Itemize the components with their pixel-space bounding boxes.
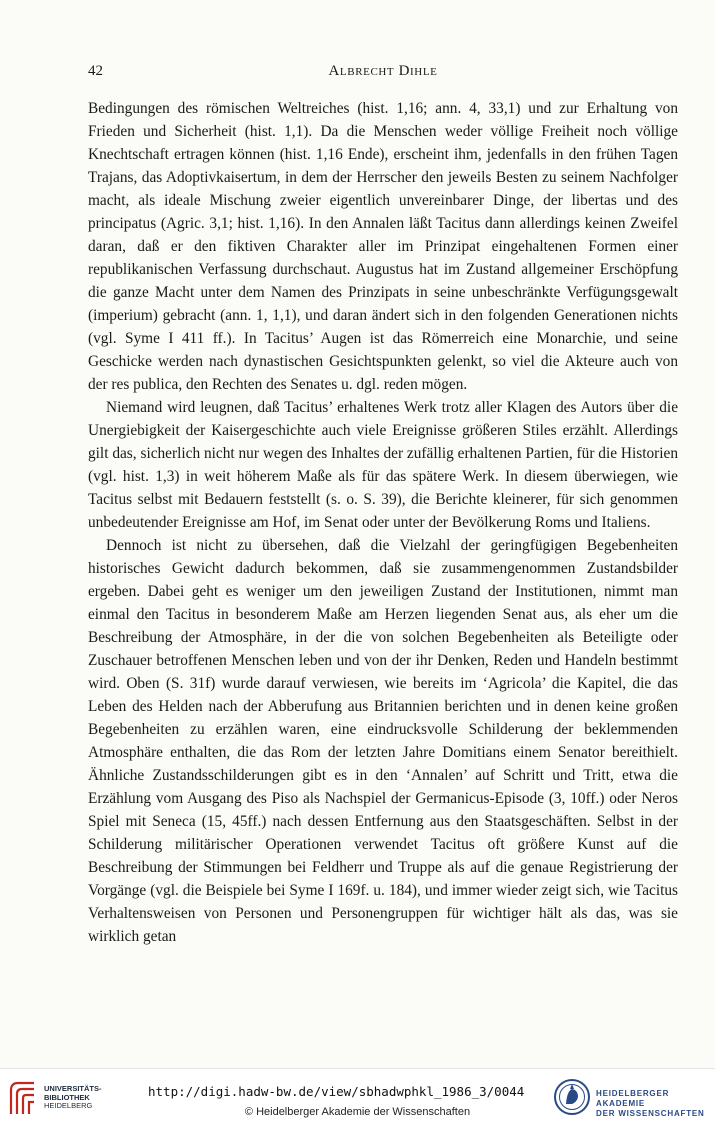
paragraph-2: Niemand wird leugnen, daß Tacitus’ erhaltenes Werk trotz aller Klagen des Autors über die Unergiebigkeit der Kaisergeschichte auch viele Ereignisse größeren Stiles erzählt. Allerdings gilt das, sicherlich nicht nur wegen des Inhaltes der zufällig erhaltenen Partien, für die Historien (vgl. hist. 1,3) in weit höherem Maße als für das spätere Werk. In diesem überwiegen, wie Tacitus selbst mit Bedauern feststellt (s. o. S. 39), die Berichte kleinerer, für sich genommen unbedeutender Ereignisse am Hof, im Senat oder unter der Bevölkerung Roms und Italiens. <box>88 399 678 531</box>
page-header <box>88 63 678 85</box>
library-name-line1: UNIVERSITÄTS- <box>44 1084 102 1093</box>
running-head: Albrecht Dihle <box>328 63 438 79</box>
digitization-footer <box>0 1068 715 1124</box>
copyright-notice: © Heidelberger Akademie der Wissenschaften <box>244 1106 471 1118</box>
academy-name-line2: DER WISSENSCHAFTEN <box>596 1109 705 1118</box>
library-name-line2: BIBLIOTHEK <box>44 1092 90 1102</box>
permalink-url[interactable]: http://digi.hadw-bw.de/view/sbhadwphkl_1986_3/0044 <box>148 1084 525 1099</box>
academy-name <box>596 1089 715 1119</box>
body-text <box>88 97 678 948</box>
academy-seal-icon[interactable] <box>553 1077 591 1117</box>
page-number: 42 <box>88 63 103 79</box>
library-name-line3: HEIDELBERG <box>44 1101 93 1110</box>
paragraph-3: Dennoch ist nicht zu übersehen, daß die Vielzahl der geringfügigen Begebenheiten historisches Gewicht dadurch bekommen, daß sie zusammengenommen Zustandsbilder ergeben. Dabei geht es weniger um den jeweiligen Zustand der Institutionen, nimmt man einmal den Tacitus in besonderem Maße am Herzen liegenden Senat aus, als eher um die Beschreibung der Atmosphäre, in der die von solchen Begebenheiten als Beteiligte oder Zuschauer betroffenen Menschen leben und von der ihr Denken, Reden und Handeln bestimmt wird. Oben (S. 31f) wurde darauf verwiesen, wie bereits im ‘Agricola’ die Kapitel, die das Leben des Helden nach der Abberufung aus Britannien berichten und in denen keine großen Begebenheiten zu erzählen waren, eine eindrucksvolle Schilderung der beklemmenden Atmosphäre enthalten, die das Rom der letzten Jahre Domitians einem Senator bereithielt. Ähnliche Zustandsschilderungen gibt es in den ‘Annalen’ auf Schritt und Tritt, etwa die Erzählung vom Ausgang des Piso als Nachspiel der Germanicus-Episode (3, 10ff.) oder Neros Spiel mit Seneca (15, 45ff.) nach dessen Entfernung aus den Staatsgeschäften. Selbst in der Schilderung militärischer Operationen verwendet Tacitus oft größere Kunst auf die Beschreibung der Stimmungen bei Feldherr und Truppe als auf die genaue Registrierung der Vorgänge (vgl. die Beispiele bei Syme I 169f. u. 184), und immer wieder zeigt sich, wie Tacitus Verhaltensweisen von Personen und Personengruppen für wichtiger hält als das, was sie wirklich getan <box>88 537 678 945</box>
academy-name-line1: HEIDELBERGER AKADEMIE <box>596 1089 670 1108</box>
paragraph-1: Bedingungen des römischen Weltreiches (hist. 1,16; ann. 4, 33,1) und zur Erhaltung von Frieden und Sicherheit (hist. 1,1). Da die Menschen weder völlige Freiheit noch völlige Knechtschaft ertragen können (hist. 1,16 Ende), erscheint ihm, jedenfalls in den frühen Tagen Trajans, das Adoptivkaisertum, in dem der Herrscher den jeweils Besten zu seinem Nachfolger macht, als ideale Mischung zweier eigentlich unvereinbarer Dinge, der libertas und des principatus (Agric. 3,1; hist. 1,16). In den Annalen läßt Tacitus dann allerdings keinen Zweifel daran, daß er den fiktiven Charakter aller im Prinzipat eingehaltenen Formen einer republikanischen Verfassung durchschaut. Augustus hat im Zustand allgemeiner Erschöpfung die ganze Macht unter dem Namen des Prinzipats in seine unbeschränkte Verfügungsgewalt (imperium) gebracht (ann. 1, 1,1), und daran ändert sich in den folgenden Generationen nichts (vgl. Syme I 411 ff.). In Tacitus’ Augen ist das Römerreich eine Monarchie, und seine Geschicke werden nach dynastischen Gesichtspunkten gelenkt, so viel die Akteure auch von der res publica, den Rechten des Senates u. dgl. reden mögen. <box>88 100 678 393</box>
